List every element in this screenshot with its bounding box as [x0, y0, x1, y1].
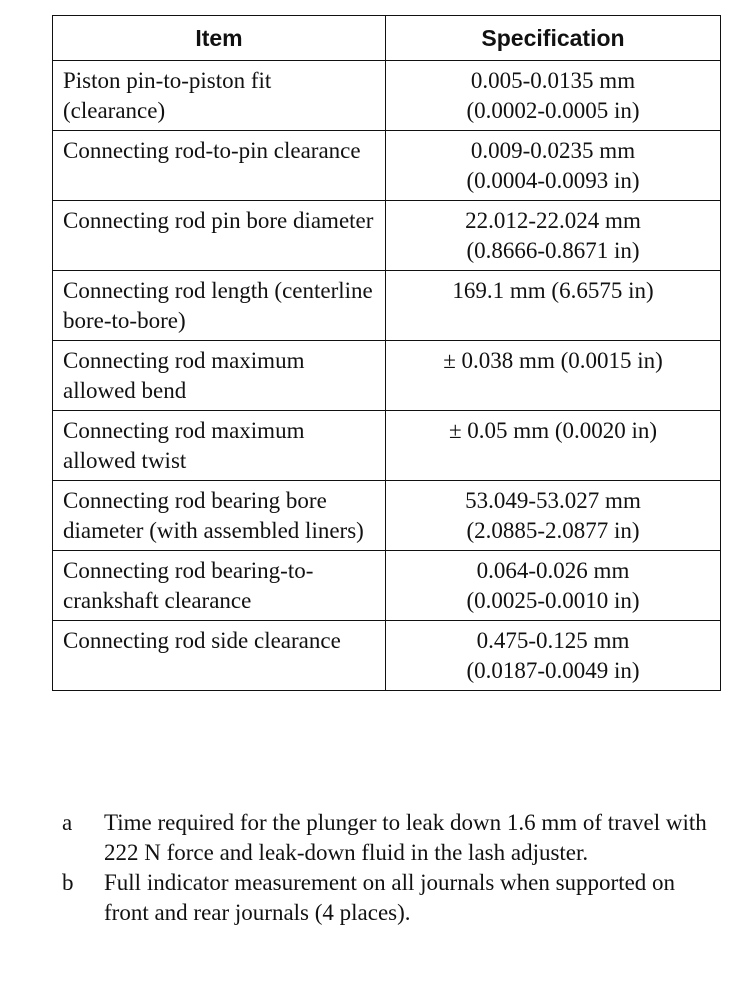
spec-metric-value: 0.475-0.125 mm — [476, 628, 630, 653]
spec-imperial-value: (0.8666-0.8671 in) — [466, 238, 640, 263]
item-cell: Piston pin-to-piston fit (clearance) — [53, 61, 386, 131]
table-row — [53, 341, 721, 411]
item-cell: Connecting rod side clearance — [53, 621, 386, 691]
spec-imperial-value: (0.0187-0.0049 in) — [466, 658, 640, 683]
item-cell: Connecting rod length (centerline bore-to-bore) — [53, 271, 386, 341]
table-row — [53, 411, 721, 481]
footnote-text: Time required for the plunger to leak down 1.6 mm of travel with 222 N force and leak-down fluid in the lash adjuster. — [104, 810, 707, 865]
spec-metric-value: 0.064-0.026 mm — [476, 558, 630, 583]
table-row — [53, 201, 721, 271]
spec-metric-value: ± 0.038 mm (0.0015 in) — [443, 348, 663, 373]
specification-cell — [386, 551, 721, 621]
specification-cell — [386, 621, 721, 691]
table-row — [53, 551, 721, 621]
specification-cell — [386, 61, 721, 131]
footnote-marker: b — [62, 870, 74, 895]
spec-imperial-value: (2.0885-2.0877 in) — [466, 518, 640, 543]
footnotes — [62, 808, 722, 928]
table-row — [53, 621, 721, 691]
specification-cell — [386, 131, 721, 201]
table-header-row — [53, 16, 721, 61]
spec-metric-value: 53.049-53.027 mm — [465, 488, 641, 513]
spec-metric-value: ± 0.05 mm (0.0020 in) — [448, 418, 658, 443]
item-cell: Connecting rod maximum allowed twist — [53, 411, 386, 481]
spec-metric-value: 22.012-22.024 mm — [465, 208, 641, 233]
column-header-specification: Specification — [386, 16, 721, 61]
spec-imperial-value: (0.0025-0.0010 in) — [466, 588, 640, 613]
item-cell: Connecting rod-to-pin clearance — [53, 131, 386, 201]
specification-table — [52, 15, 721, 691]
specification-cell — [386, 481, 721, 551]
table-row — [53, 271, 721, 341]
spec-imperial-value: (0.0002-0.0005 in) — [466, 98, 640, 123]
table-row — [53, 481, 721, 551]
item-cell: Connecting rod maximum allowed bend — [53, 341, 386, 411]
footnote-b — [62, 868, 722, 928]
footnote-a — [62, 808, 722, 868]
spec-metric-value: 169.1 mm (6.6575 in) — [452, 278, 654, 303]
table-row — [53, 61, 721, 131]
specification-cell — [386, 271, 721, 341]
specification-cell — [386, 411, 721, 481]
item-cell: Connecting rod bearing bore diameter (with assembled liners) — [53, 481, 386, 551]
spec-imperial-value: (0.0004-0.0093 in) — [466, 168, 640, 193]
spec-metric-value: 0.005-0.0135 mm — [470, 68, 636, 93]
table-row — [53, 131, 721, 201]
specification-cell — [386, 341, 721, 411]
item-cell: Connecting rod bearing-to-crankshaft clearance — [53, 551, 386, 621]
column-header-item: Item — [53, 16, 386, 61]
specification-cell — [386, 201, 721, 271]
footnote-text: Full indicator measurement on all journals when supported on front and rear journals (4 places). — [104, 870, 676, 925]
item-cell: Connecting rod pin bore diameter — [53, 201, 386, 271]
spec-metric-value: 0.009-0.0235 mm — [470, 138, 636, 163]
footnote-marker: a — [62, 810, 73, 835]
